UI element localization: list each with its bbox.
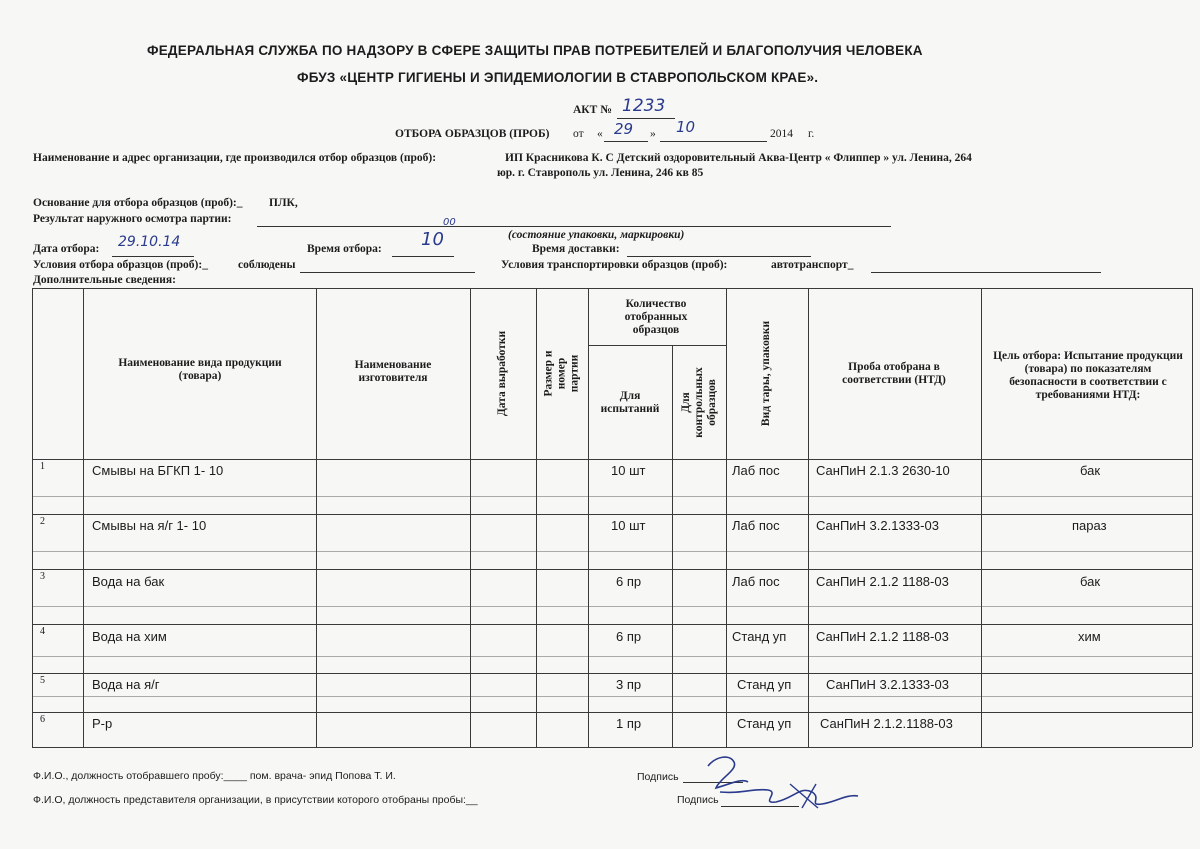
conditions-label: Условия отбора образцов (проб):_ [33, 259, 208, 271]
act-year: 2014 [770, 128, 793, 140]
time-value: 10 [421, 229, 444, 250]
row-number: 2 [40, 516, 45, 527]
time-line [392, 256, 454, 257]
signature-1-label: Подпись [637, 771, 679, 783]
representative-label: Ф.И.О, должность представителя организации, в присутствии которого отобраны пробы:__ [33, 794, 478, 806]
row-quantity: 10 шт [611, 463, 646, 478]
org-value-line-1: ИП Красникова К. С Детский оздоровительный Аква-Центр « Флиппер » ул. Ленина, 264 [505, 152, 972, 164]
row-quantity: 6 пр [616, 574, 642, 589]
row-quantity: 1 пр [616, 716, 642, 731]
row-product: Смывы на я/г 1- 10 [92, 518, 207, 533]
act-label: АКТ № [573, 104, 612, 116]
col-header-purpose: Цель отбора: Испытание продукции (товара) по показателям безопасности в соответствии с требованиями НТД: [993, 350, 1183, 401]
row-purpose: параз [1072, 518, 1107, 533]
row-number: 6 [40, 714, 45, 725]
signature-2-label: Подпись [677, 794, 719, 806]
row-container: Лаб пос [732, 574, 780, 589]
inspection-note: (состояние упаковки, маркировки) [508, 229, 685, 241]
row-ntd: СанПиН 3.2.1333-03 [816, 518, 939, 533]
inspection-line [257, 226, 891, 227]
col-header-product: Наименование вида продукции (товара) [118, 357, 282, 382]
time-superscript: 00 [443, 217, 456, 228]
row-product: Вода на я/г [92, 677, 160, 692]
delivery-label: Время доставки: [532, 243, 620, 255]
act-month-line [660, 141, 767, 142]
row-number: 4 [40, 626, 45, 637]
delivery-line [627, 256, 811, 257]
row-container: Станд уп [732, 629, 787, 644]
col-header-quantity: Количество отобранных образцов [624, 297, 688, 336]
conditions-value: соблюдены [238, 259, 296, 271]
act-subtitle: ОТБОРА ОБРАЗЦОВ (ПРОБ) [395, 128, 550, 140]
col-header-batch: Размер и номер партии [542, 350, 581, 397]
row-purpose: бак [1080, 574, 1101, 589]
row-product: Вода на бак [92, 574, 165, 589]
row-container: Станд уп [737, 677, 792, 692]
col-header-control: Для контрольных образцов [679, 366, 718, 438]
row-product: Р-р [92, 716, 113, 731]
row-number: 1 [40, 461, 45, 472]
basis-value: ПЛК, [269, 197, 298, 209]
row-ntd: СанПиН 2.1.3 2630-10 [816, 463, 950, 478]
row-quantity: 10 шт [611, 518, 646, 533]
act-from: от [573, 128, 584, 140]
act-day: 29 [614, 120, 634, 138]
date-value: 29.10.14 [118, 234, 181, 250]
time-label: Время отбора: [307, 243, 382, 255]
col-header-container: Вид тары, упаковки [760, 320, 773, 427]
col-header-prod-date: Дата выработки [496, 330, 509, 417]
inspection-label: Результат наружного осмотра партии: [33, 213, 232, 225]
row-purpose: хим [1078, 629, 1101, 644]
date-label: Дата отбора: [33, 243, 100, 255]
extra-label: Дополнительные сведения: [33, 274, 176, 286]
row-quantity: 3 пр [616, 677, 642, 692]
row-product: Вода на хим [92, 629, 167, 644]
act-quote-close: » [650, 128, 656, 140]
transport-line [871, 272, 1101, 273]
act-day-line [604, 141, 648, 142]
signature-scribble [690, 748, 870, 812]
act-quote-open: « [597, 128, 603, 140]
sampler-label: Ф.И.О., должность отобравшего пробу:____ пом. врача- эпид Попова Т. И. [33, 770, 396, 782]
row-quantity: 6 пр [616, 629, 642, 644]
row-product: Смывы на БГКП 1- 10 [92, 463, 224, 478]
row-ntd: СанПиН 2.1.2.1188-03 [820, 716, 953, 731]
org-label: Наименование и адрес организации, где производился отбор образцов (проб): [33, 152, 437, 164]
act-year-suffix: г. [808, 128, 815, 140]
row-container: Лаб пос [732, 518, 780, 533]
col-header-sample-ntd: Проба отобрана в соответствии (НТД) [842, 361, 946, 386]
row-ntd: СанПиН 2.1.2 1188-03 [816, 629, 949, 644]
row-number: 3 [40, 571, 45, 582]
row-container: Лаб пос [732, 463, 780, 478]
col-header-manufacturer: Наименование изготовителя [354, 359, 432, 384]
col-header-for-tests: Для испытаний [600, 390, 660, 415]
row-container: Станд уп [737, 716, 792, 731]
header-line-2: ФБУЗ «ЦЕНТР ГИГИЕНЫ И ЭПИДЕМИОЛОГИИ В СТАВРОПОЛЬСКОМ КРАЕ». [297, 70, 819, 85]
row-ntd: СанПиН 3.2.1333-03 [826, 677, 949, 692]
org-value-line-2: юр. г. Ставрополь ул. Ленина, 246 кв 85 [497, 167, 704, 179]
conditions-line [300, 272, 475, 273]
row-number: 5 [40, 675, 45, 686]
transport-value: автотранспорт_ [771, 259, 854, 271]
transport-label: Условия транспортировки образцов (проб): [501, 259, 728, 271]
row-ntd: СанПиН 2.1.2 1188-03 [816, 574, 949, 589]
date-line [112, 256, 194, 257]
row-purpose: бак [1080, 463, 1101, 478]
act-number-line [617, 118, 675, 119]
act-number: 1233 [622, 96, 666, 116]
act-month: 10 [676, 118, 696, 136]
header-line-1: ФЕДЕРАЛЬНАЯ СЛУЖБА ПО НАДЗОРУ В СФЕРЕ ЗАЩИТЫ ПРАВ ПОТРЕБИТЕЛЕЙ И БЛАГОПОЛУЧИЯ ЧЕЛОВЕКА [147, 43, 923, 58]
basis-label: Основание для отбора образцов (проб):_ [33, 197, 243, 209]
